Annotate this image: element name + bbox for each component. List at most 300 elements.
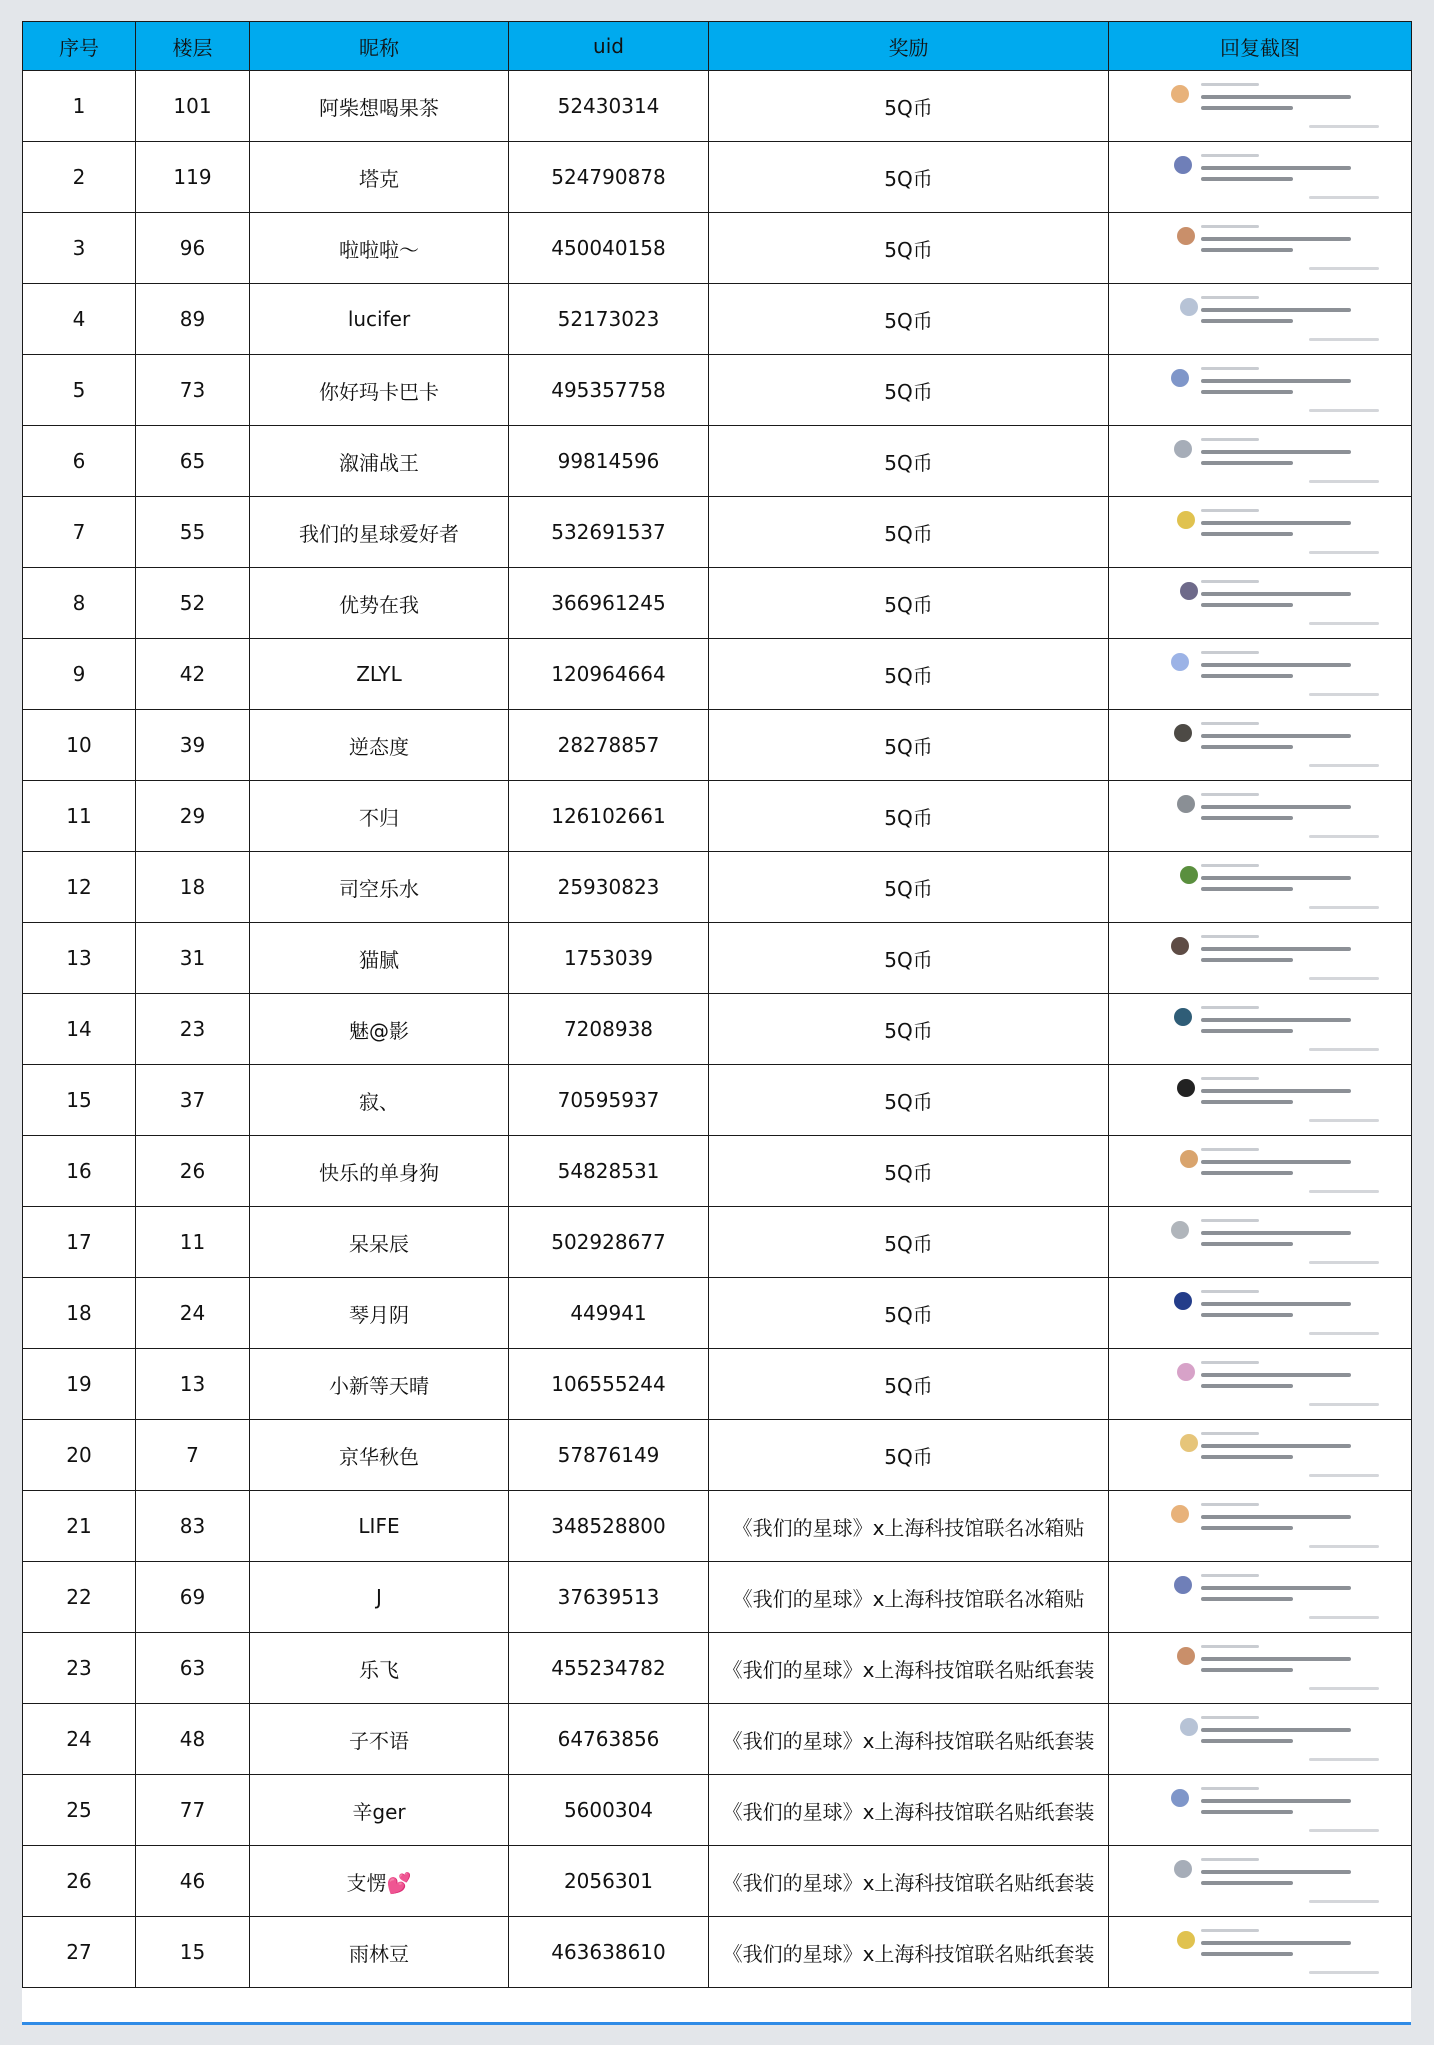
reply-text-line xyxy=(1201,1089,1351,1093)
row-reply-screenshot-cell xyxy=(1109,1065,1412,1136)
row-uid-cell: 106555244 xyxy=(509,1349,709,1420)
reply-avatar-icon xyxy=(1171,937,1189,955)
reply-avatar-icon xyxy=(1177,227,1195,245)
reply-text-line xyxy=(1201,1597,1293,1601)
row-reward-cell: 5Q币 xyxy=(709,1065,1109,1136)
reply-text-line xyxy=(1309,1190,1379,1193)
row-floor-cell: 46 xyxy=(136,1846,250,1917)
row-reply-screenshot-cell xyxy=(1109,1562,1412,1633)
table-row xyxy=(23,1349,1412,1420)
reply-avatar-icon xyxy=(1177,1647,1195,1665)
row-reply-screenshot-cell xyxy=(1109,781,1412,852)
row-reply-screenshot-cell xyxy=(1109,71,1412,142)
table-row xyxy=(23,639,1412,710)
row-seq-cell: 8 xyxy=(23,568,136,639)
reply-text-line xyxy=(1201,1952,1293,1956)
row-floor-cell: 37 xyxy=(136,1065,250,1136)
header-seq: 序号 xyxy=(23,22,136,71)
row-nickname-cell: 魅@影 xyxy=(250,994,509,1065)
reply-text-line xyxy=(1201,106,1293,110)
reply-screenshot-image xyxy=(1109,852,1411,922)
reply-text-line xyxy=(1201,603,1293,607)
row-reward-cell: 5Q币 xyxy=(709,355,1109,426)
row-reward-cell: 5Q币 xyxy=(709,568,1109,639)
row-seq-cell: 6 xyxy=(23,426,136,497)
reply-text-line xyxy=(1201,1799,1351,1803)
reply-text-line xyxy=(1201,1361,1259,1364)
reply-text-line xyxy=(1201,296,1259,299)
row-uid-cell: 57876149 xyxy=(509,1420,709,1491)
row-reply-screenshot-cell xyxy=(1109,1420,1412,1491)
reply-text-line xyxy=(1201,947,1351,951)
table-row xyxy=(23,426,1412,497)
reply-text-line xyxy=(1201,166,1351,170)
row-reward-cell: 5Q币 xyxy=(709,71,1109,142)
reply-text-line xyxy=(1201,1444,1351,1448)
row-uid-cell: 455234782 xyxy=(509,1633,709,1704)
row-reward-cell: 5Q币 xyxy=(709,1420,1109,1491)
reply-text-line xyxy=(1201,154,1259,157)
reply-text-line xyxy=(1309,622,1379,625)
row-reward-cell: 5Q币 xyxy=(709,1349,1109,1420)
reply-avatar-icon xyxy=(1171,1789,1189,1807)
reply-text-line xyxy=(1201,1728,1351,1732)
row-floor-cell: 29 xyxy=(136,781,250,852)
table-row xyxy=(23,1491,1412,1562)
row-uid-cell: 25930823 xyxy=(509,852,709,923)
row-floor-cell: 23 xyxy=(136,994,250,1065)
table-row xyxy=(23,497,1412,568)
reply-text-line xyxy=(1201,958,1293,962)
row-nickname-cell: 小新等天晴 xyxy=(250,1349,509,1420)
row-uid-cell: 2056301 xyxy=(509,1846,709,1917)
row-uid-cell: 64763856 xyxy=(509,1704,709,1775)
row-seq-cell: 7 xyxy=(23,497,136,568)
row-reward-cell: 5Q币 xyxy=(709,142,1109,213)
reply-text-line xyxy=(1201,1006,1259,1009)
reply-screenshot-image xyxy=(1109,426,1411,496)
reply-text-line xyxy=(1201,532,1293,536)
reply-screenshot-image xyxy=(1109,994,1411,1064)
row-reply-screenshot-cell xyxy=(1109,355,1412,426)
reply-screenshot-image xyxy=(1109,568,1411,638)
row-seq-cell: 22 xyxy=(23,1562,136,1633)
row-uid-cell: 7208938 xyxy=(509,994,709,1065)
row-nickname-cell: 辛ger xyxy=(250,1775,509,1846)
reply-text-line xyxy=(1201,1171,1293,1175)
reply-screenshot-image xyxy=(1109,1846,1411,1916)
reply-avatar-icon xyxy=(1174,1576,1192,1594)
reply-text-line xyxy=(1201,1455,1293,1459)
reply-avatar-icon xyxy=(1171,1221,1189,1239)
reply-avatar-icon xyxy=(1177,1079,1195,1097)
reply-text-line xyxy=(1201,1077,1259,1080)
row-uid-cell: 463638610 xyxy=(509,1917,709,1988)
reply-screenshot-image xyxy=(1109,213,1411,283)
row-uid-cell: 495357758 xyxy=(509,355,709,426)
row-reply-screenshot-cell xyxy=(1109,1278,1412,1349)
row-floor-cell: 7 xyxy=(136,1420,250,1491)
reply-avatar-icon xyxy=(1180,1718,1198,1736)
row-uid-cell: 37639513 xyxy=(509,1562,709,1633)
reply-text-line xyxy=(1201,1018,1351,1022)
reply-text-line xyxy=(1201,674,1293,678)
reply-text-line xyxy=(1201,1515,1351,1519)
reply-text-line xyxy=(1201,864,1259,867)
row-reward-cell: 《我们的星球》x上海科技馆联名贴纸套装 xyxy=(709,1704,1109,1775)
reply-text-line xyxy=(1309,1545,1379,1548)
reply-screenshot-image xyxy=(1109,1065,1411,1135)
reply-avatar-icon xyxy=(1180,298,1198,316)
row-floor-cell: 55 xyxy=(136,497,250,568)
row-seq-cell: 19 xyxy=(23,1349,136,1420)
row-seq-cell: 12 xyxy=(23,852,136,923)
row-uid-cell: 70595937 xyxy=(509,1065,709,1136)
reply-text-line xyxy=(1309,1119,1379,1122)
row-reply-screenshot-cell xyxy=(1109,639,1412,710)
reply-text-line xyxy=(1201,367,1259,370)
row-seq-cell: 26 xyxy=(23,1846,136,1917)
row-reply-screenshot-cell xyxy=(1109,426,1412,497)
table-row xyxy=(23,781,1412,852)
reply-text-line xyxy=(1201,450,1351,454)
reply-text-line xyxy=(1309,1403,1379,1406)
reply-text-line xyxy=(1201,1231,1351,1235)
row-nickname-cell: 优势在我 xyxy=(250,568,509,639)
table-row xyxy=(23,1136,1412,1207)
row-nickname-cell: 司空乐水 xyxy=(250,852,509,923)
reply-text-line xyxy=(1201,1668,1293,1672)
row-nickname-cell: 不归 xyxy=(250,781,509,852)
reply-text-line xyxy=(1309,1829,1379,1832)
row-floor-cell: 39 xyxy=(136,710,250,781)
row-seq-cell: 2 xyxy=(23,142,136,213)
row-reply-screenshot-cell xyxy=(1109,1136,1412,1207)
table-row xyxy=(23,284,1412,355)
reply-screenshot-image xyxy=(1109,1562,1411,1632)
row-nickname-cell: 呆呆辰 xyxy=(250,1207,509,1278)
row-nickname-cell: 溆浦战王 xyxy=(250,426,509,497)
reply-screenshot-image xyxy=(1109,639,1411,709)
row-reply-screenshot-cell xyxy=(1109,1491,1412,1562)
reply-screenshot-image xyxy=(1109,1775,1411,1845)
reply-text-line xyxy=(1201,722,1259,725)
row-nickname-cell: 我们的星球爱好者 xyxy=(250,497,509,568)
results-sheet xyxy=(22,21,1411,2025)
row-reply-screenshot-cell xyxy=(1109,1704,1412,1775)
reply-text-line xyxy=(1309,551,1379,554)
row-uid-cell: 450040158 xyxy=(509,213,709,284)
row-seq-cell: 27 xyxy=(23,1917,136,1988)
row-reply-screenshot-cell xyxy=(1109,142,1412,213)
row-floor-cell: 63 xyxy=(136,1633,250,1704)
reply-text-line xyxy=(1309,196,1379,199)
table-row xyxy=(23,568,1412,639)
row-reply-screenshot-cell xyxy=(1109,710,1412,781)
reply-screenshot-image xyxy=(1109,1917,1411,1987)
row-uid-cell: 28278857 xyxy=(509,710,709,781)
reply-avatar-icon xyxy=(1177,511,1195,529)
header-nickname: 昵称 xyxy=(250,22,509,71)
row-reward-cell: 5Q币 xyxy=(709,923,1109,994)
reply-screenshot-image xyxy=(1109,923,1411,993)
reply-text-line xyxy=(1201,1787,1259,1790)
row-reply-screenshot-cell xyxy=(1109,852,1412,923)
reply-text-line xyxy=(1201,1716,1259,1719)
row-uid-cell: 52430314 xyxy=(509,71,709,142)
row-reply-screenshot-cell xyxy=(1109,1917,1412,1988)
row-floor-cell: 52 xyxy=(136,568,250,639)
reply-avatar-icon xyxy=(1174,1008,1192,1026)
row-seq-cell: 16 xyxy=(23,1136,136,1207)
reply-text-line xyxy=(1201,1810,1293,1814)
reply-text-line xyxy=(1201,438,1259,441)
reply-avatar-icon xyxy=(1177,1931,1195,1949)
row-reward-cell: 5Q币 xyxy=(709,497,1109,568)
reply-text-line xyxy=(1201,1100,1293,1104)
reply-text-line xyxy=(1201,1242,1293,1246)
row-uid-cell: 99814596 xyxy=(509,426,709,497)
row-floor-cell: 24 xyxy=(136,1278,250,1349)
row-reply-screenshot-cell xyxy=(1109,1633,1412,1704)
row-uid-cell: 5600304 xyxy=(509,1775,709,1846)
reply-text-line xyxy=(1201,1160,1351,1164)
row-seq-cell: 24 xyxy=(23,1704,136,1775)
reply-text-line xyxy=(1201,876,1351,880)
reply-text-line xyxy=(1201,461,1293,465)
reply-text-line xyxy=(1201,1739,1293,1743)
reply-avatar-icon xyxy=(1174,1860,1192,1878)
row-reply-screenshot-cell xyxy=(1109,497,1412,568)
row-reply-screenshot-cell xyxy=(1109,568,1412,639)
row-seq-cell: 18 xyxy=(23,1278,136,1349)
reply-screenshot-image xyxy=(1109,1278,1411,1348)
reply-text-line xyxy=(1201,308,1351,312)
header-uid: uid xyxy=(509,22,709,71)
row-seq-cell: 4 xyxy=(23,284,136,355)
reply-avatar-icon xyxy=(1177,1363,1195,1381)
row-reply-screenshot-cell xyxy=(1109,1207,1412,1278)
reply-avatar-icon xyxy=(1174,156,1192,174)
row-reward-cell: 5Q币 xyxy=(709,213,1109,284)
reply-text-line xyxy=(1309,1474,1379,1477)
row-reward-cell: 5Q币 xyxy=(709,639,1109,710)
reply-screenshot-image xyxy=(1109,1704,1411,1774)
reply-screenshot-image xyxy=(1109,1491,1411,1561)
table-body xyxy=(23,71,1412,1988)
row-floor-cell: 31 xyxy=(136,923,250,994)
row-seq-cell: 9 xyxy=(23,639,136,710)
row-uid-cell: 366961245 xyxy=(509,568,709,639)
reply-avatar-icon xyxy=(1180,1150,1198,1168)
header-row xyxy=(23,22,1412,71)
row-reward-cell: 5Q币 xyxy=(709,1278,1109,1349)
reply-text-line xyxy=(1201,1384,1293,1388)
row-reward-cell: 5Q币 xyxy=(709,994,1109,1065)
row-reply-screenshot-cell xyxy=(1109,994,1412,1065)
row-floor-cell: 69 xyxy=(136,1562,250,1633)
row-floor-cell: 119 xyxy=(136,142,250,213)
reply-text-line xyxy=(1201,745,1293,749)
row-seq-cell: 21 xyxy=(23,1491,136,1562)
row-nickname-cell: 乐飞 xyxy=(250,1633,509,1704)
reply-screenshot-image xyxy=(1109,710,1411,780)
table-row xyxy=(23,1207,1412,1278)
table-row xyxy=(23,1704,1412,1775)
row-nickname-cell: 啦啦啦～ xyxy=(250,213,509,284)
reply-text-line xyxy=(1201,1870,1351,1874)
reply-text-line xyxy=(1201,225,1259,228)
header-reply-screenshot: 回复截图 xyxy=(1109,22,1412,71)
row-uid-cell: 126102661 xyxy=(509,781,709,852)
row-nickname-cell: 琴月阴 xyxy=(250,1278,509,1349)
reply-text-line xyxy=(1309,267,1379,270)
reply-text-line xyxy=(1201,1432,1259,1435)
row-nickname-cell: 猫腻 xyxy=(250,923,509,994)
row-reward-cell: 5Q币 xyxy=(709,1136,1109,1207)
reply-text-line xyxy=(1201,580,1259,583)
row-reward-cell: 《我们的星球》x上海科技馆联名贴纸套装 xyxy=(709,1633,1109,1704)
table-row xyxy=(23,1917,1412,1988)
row-seq-cell: 10 xyxy=(23,710,136,781)
row-reward-cell: 5Q币 xyxy=(709,852,1109,923)
reply-text-line xyxy=(1309,1261,1379,1264)
row-reward-cell: 《我们的星球》x上海科技馆联名贴纸套装 xyxy=(709,1846,1109,1917)
row-floor-cell: 77 xyxy=(136,1775,250,1846)
row-uid-cell: 502928677 xyxy=(509,1207,709,1278)
reply-text-line xyxy=(1201,1929,1259,1932)
reply-text-line xyxy=(1201,1526,1293,1530)
reply-text-line xyxy=(1309,1900,1379,1903)
row-floor-cell: 18 xyxy=(136,852,250,923)
reply-text-line xyxy=(1201,816,1293,820)
row-uid-cell: 54828531 xyxy=(509,1136,709,1207)
table-row xyxy=(23,213,1412,284)
reply-text-line xyxy=(1201,319,1293,323)
row-nickname-cell: J xyxy=(250,1562,509,1633)
row-reply-screenshot-cell xyxy=(1109,1775,1412,1846)
table-row xyxy=(23,1846,1412,1917)
reply-screenshot-image xyxy=(1109,1349,1411,1419)
row-floor-cell: 101 xyxy=(136,71,250,142)
reply-text-line xyxy=(1201,935,1259,938)
table-row xyxy=(23,1278,1412,1349)
row-uid-cell: 532691537 xyxy=(509,497,709,568)
row-reward-cell: 《我们的星球》x上海科技馆联名冰箱贴 xyxy=(709,1491,1109,1562)
reply-screenshot-image xyxy=(1109,71,1411,141)
reply-text-line xyxy=(1309,764,1379,767)
reply-text-line xyxy=(1201,379,1351,383)
reply-avatar-icon xyxy=(1174,724,1192,742)
reply-screenshot-image xyxy=(1109,1136,1411,1206)
row-seq-cell: 25 xyxy=(23,1775,136,1846)
reply-text-line xyxy=(1309,1971,1379,1974)
row-nickname-cell: 快乐的单身狗 xyxy=(250,1136,509,1207)
reply-text-line xyxy=(1309,1616,1379,1619)
reply-text-line xyxy=(1309,1332,1379,1335)
reply-text-line xyxy=(1201,1586,1351,1590)
row-uid-cell: 1753039 xyxy=(509,923,709,994)
reply-text-line xyxy=(1309,338,1379,341)
reply-text-line xyxy=(1201,592,1351,596)
row-reward-cell: 《我们的星球》x上海科技馆联名贴纸套装 xyxy=(709,1775,1109,1846)
reply-avatar-icon xyxy=(1180,866,1198,884)
reply-avatar-icon xyxy=(1177,795,1195,813)
row-nickname-cell: 雨林豆 xyxy=(250,1917,509,1988)
reply-text-line xyxy=(1201,95,1351,99)
table-row xyxy=(23,1420,1412,1491)
reply-text-line xyxy=(1201,1219,1259,1222)
row-uid-cell: 52173023 xyxy=(509,284,709,355)
reply-text-line xyxy=(1201,237,1351,241)
row-reward-cell: 5Q币 xyxy=(709,781,1109,852)
row-floor-cell: 89 xyxy=(136,284,250,355)
row-floor-cell: 15 xyxy=(136,1917,250,1988)
table-row xyxy=(23,710,1412,781)
reply-text-line xyxy=(1201,1503,1259,1506)
reply-text-line xyxy=(1309,977,1379,980)
row-seq-cell: 11 xyxy=(23,781,136,852)
reply-screenshot-image xyxy=(1109,1633,1411,1703)
header-reward: 奖励 xyxy=(709,22,1109,71)
reply-screenshot-image xyxy=(1109,781,1411,851)
row-reward-cell: 《我们的星球》x上海科技馆联名贴纸套装 xyxy=(709,1917,1109,1988)
row-seq-cell: 15 xyxy=(23,1065,136,1136)
row-floor-cell: 83 xyxy=(136,1491,250,1562)
row-nickname-cell: LIFE xyxy=(250,1491,509,1562)
row-uid-cell: 524790878 xyxy=(509,142,709,213)
reply-text-line xyxy=(1309,1048,1379,1051)
row-reply-screenshot-cell xyxy=(1109,1846,1412,1917)
row-reply-screenshot-cell xyxy=(1109,923,1412,994)
reply-text-line xyxy=(1201,1574,1259,1577)
row-nickname-cell: ZLYL xyxy=(250,639,509,710)
reply-text-line xyxy=(1201,1373,1351,1377)
reply-text-line xyxy=(1201,805,1351,809)
reply-text-line xyxy=(1201,1941,1351,1945)
row-reward-cell: 5Q币 xyxy=(709,1207,1109,1278)
table-row xyxy=(23,1562,1412,1633)
table-row xyxy=(23,1633,1412,1704)
table-row xyxy=(23,852,1412,923)
reply-text-line xyxy=(1201,248,1293,252)
row-floor-cell: 48 xyxy=(136,1704,250,1775)
row-seq-cell: 1 xyxy=(23,71,136,142)
winners-table xyxy=(22,21,1412,1988)
row-floor-cell: 13 xyxy=(136,1349,250,1420)
reply-text-line xyxy=(1309,693,1379,696)
row-seq-cell: 23 xyxy=(23,1633,136,1704)
reply-text-line xyxy=(1201,1313,1293,1317)
reply-text-line xyxy=(1309,835,1379,838)
reply-text-line xyxy=(1201,1029,1293,1033)
row-floor-cell: 11 xyxy=(136,1207,250,1278)
row-reply-screenshot-cell xyxy=(1109,1349,1412,1420)
reply-text-line xyxy=(1309,1758,1379,1761)
reply-text-line xyxy=(1201,509,1259,512)
row-nickname-cell: 寂、 xyxy=(250,1065,509,1136)
reply-avatar-icon xyxy=(1171,85,1189,103)
table-row xyxy=(23,994,1412,1065)
row-floor-cell: 96 xyxy=(136,213,250,284)
reply-avatar-icon xyxy=(1174,440,1192,458)
reply-text-line xyxy=(1309,409,1379,412)
table-row xyxy=(23,1065,1412,1136)
reply-screenshot-image xyxy=(1109,142,1411,212)
row-seq-cell: 20 xyxy=(23,1420,136,1491)
table-row xyxy=(23,355,1412,426)
table-row xyxy=(23,71,1412,142)
